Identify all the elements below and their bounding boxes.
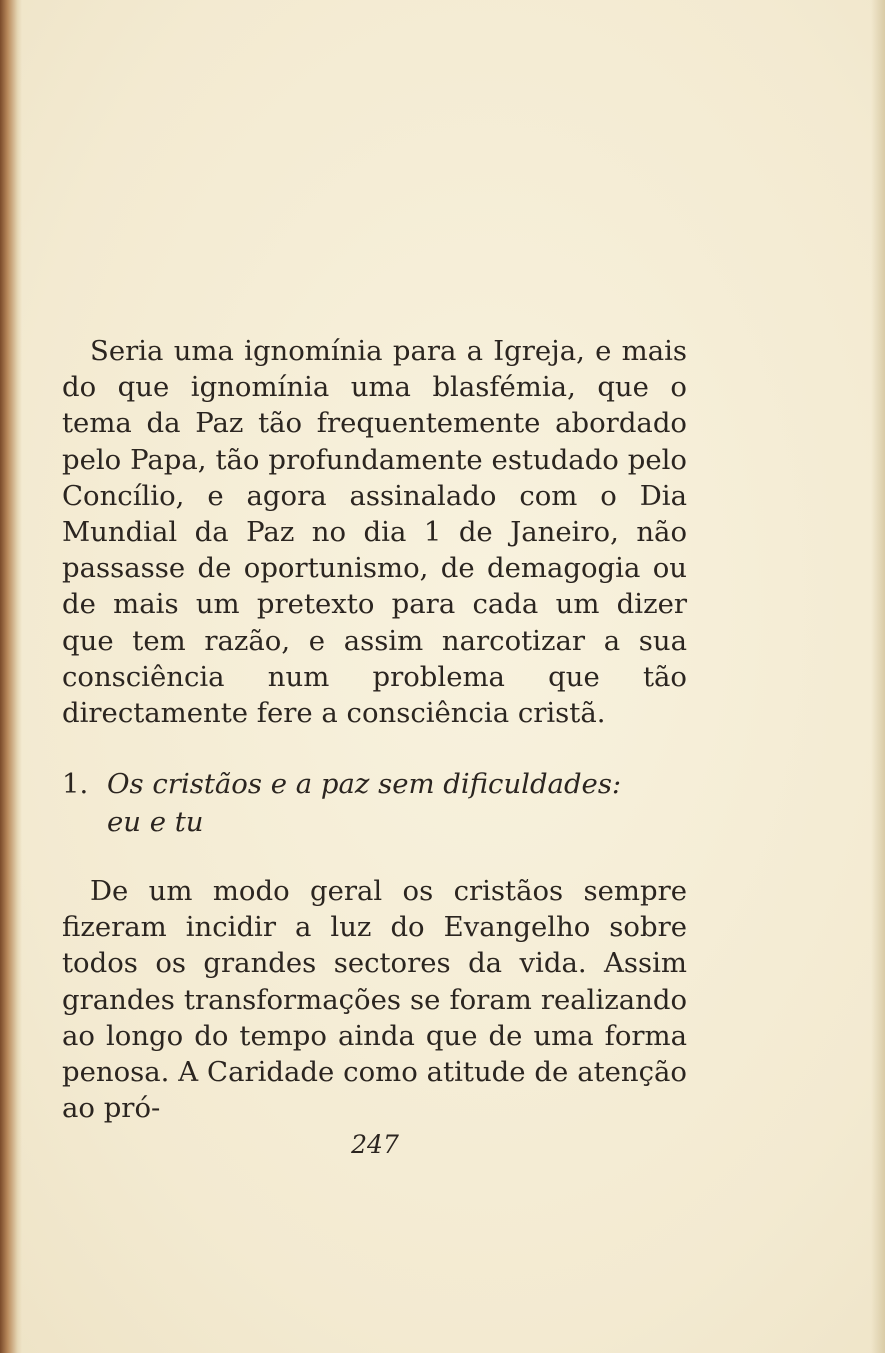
section-title-line-1: Os cristãos e a paz sem dificuldades: (107, 768, 622, 800)
body-paragraph-2: De um modo geral os cristãos sempre fizeram incidir a luz do Evangelho sobre todos os grandes sectores da vida. Assim grandes transformações se foram realizando ao longo do tempo ainda que de uma forma penosa. A Caridade como atitude de atenção ao pró- (62, 875, 687, 1125)
page-number: 247 (351, 1130, 399, 1159)
page-edge (871, 0, 885, 1353)
section-number: 1. (62, 768, 89, 800)
section-title-line-2: eu e tu (107, 806, 204, 838)
body-paragraph-1: Seria uma ignomínia para a Igreja, e mais do que ignomínia uma blasfémia, que o tema da Paz tão frequentemente abordado pelo Papa, tão profundamente estudado pelo Concílio, e agora assinalado com o Dia Mundial da Paz no dia 1 de Janeiro, não passasse de oportunismo, de demagogia ou de mais um pretexto para cada um dizer que tem razão, e assim narcotizar a sua consciência num problema que tão directamente fere a consciência cristã. (62, 335, 687, 730)
section-title (107, 765, 687, 841)
